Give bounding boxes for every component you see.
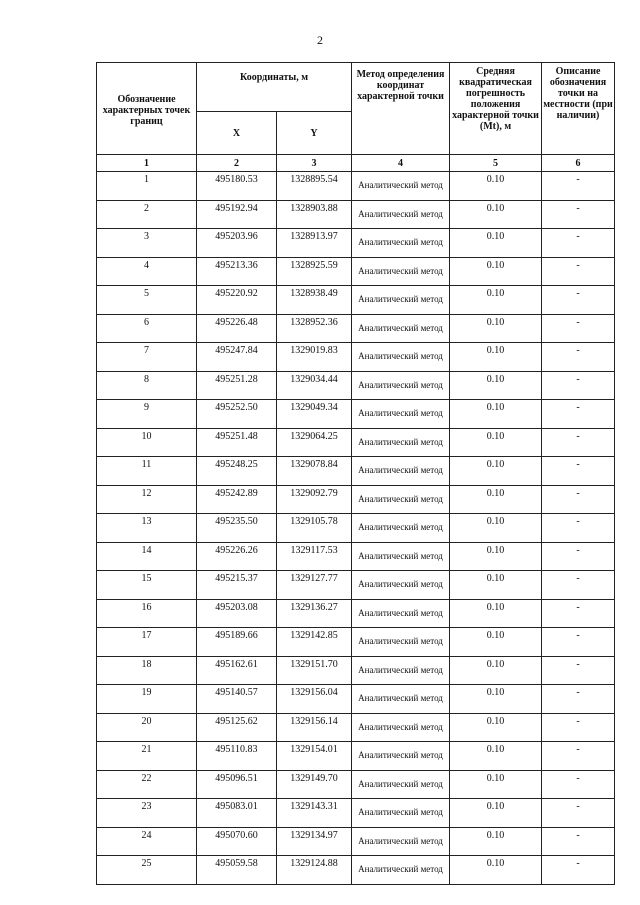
cell-method: Аналитический метод [352,457,450,486]
header-coordinates: Координаты, м [197,63,352,112]
cell-description: - [542,770,615,799]
cell-point-number: 1 [97,172,197,201]
cell-method: Аналитический метод [352,257,450,286]
cell-method: Аналитический метод [352,656,450,685]
cell-y: 1329064.25 [277,428,352,457]
table-row [97,770,615,799]
cell-point-number: 22 [97,770,197,799]
column-number-row [97,155,615,172]
cell-description: - [542,514,615,543]
cell-description: - [542,200,615,229]
table-body [97,155,615,885]
cell-description: - [542,685,615,714]
cell-x: 495252.50 [197,400,277,429]
cell-y: 1328952.36 [277,314,352,343]
cell-description: - [542,343,615,372]
cell-x: 495248.25 [197,457,277,486]
cell-y: 1329034.44 [277,371,352,400]
cell-x: 495242.89 [197,485,277,514]
cell-description: - [542,314,615,343]
column-number: 1 [97,155,197,172]
cell-accuracy: 0.10 [450,856,542,885]
table-row [97,799,615,828]
cell-description: - [542,571,615,600]
cell-description: - [542,799,615,828]
cell-y: 1329019.83 [277,343,352,372]
cell-description: - [542,400,615,429]
header-method: Метод определения координат характерной точки [352,63,450,155]
cell-description: - [542,713,615,742]
cell-description: - [542,656,615,685]
column-number: 2 [197,155,277,172]
cell-accuracy: 0.10 [450,656,542,685]
cell-method: Аналитический метод [352,485,450,514]
cell-x: 495215.37 [197,571,277,600]
cell-method: Аналитический метод [352,514,450,543]
cell-point-number: 17 [97,628,197,657]
table-row [97,200,615,229]
cell-accuracy: 0.10 [450,713,542,742]
cell-point-number: 21 [97,742,197,771]
cell-description: - [542,257,615,286]
cell-point-number: 24 [97,827,197,856]
table-row [97,685,615,714]
table-row [97,628,615,657]
table-row [97,485,615,514]
cell-accuracy: 0.10 [450,371,542,400]
cell-accuracy: 0.10 [450,229,542,258]
table-row [97,400,615,429]
cell-method: Аналитический метод [352,400,450,429]
cell-y: 1329117.53 [277,542,352,571]
cell-point-number: 25 [97,856,197,885]
cell-accuracy: 0.10 [450,628,542,657]
cell-y: 1329136.27 [277,599,352,628]
cell-x: 495140.57 [197,685,277,714]
cell-description: - [542,599,615,628]
cell-method: Аналитический метод [352,799,450,828]
cell-accuracy: 0.10 [450,571,542,600]
table-row [97,656,615,685]
cell-accuracy: 0.10 [450,514,542,543]
table-row [97,599,615,628]
header-accuracy: Средняя квадратическая погрешность положения характерной точки (Mt), м [450,63,542,155]
cell-method: Аналитический метод [352,286,450,315]
cell-description: - [542,542,615,571]
cell-y: 1329127.77 [277,571,352,600]
cell-accuracy: 0.10 [450,799,542,828]
header-designation: Обозначение характерных точек границ [97,63,197,155]
cell-description: - [542,229,615,258]
header-description: Описание обозначения точки на местности (при наличии) [542,63,615,155]
cell-y: 1329149.70 [277,770,352,799]
cell-x: 495162.61 [197,656,277,685]
header-row-1 [97,63,615,112]
coordinates-table [96,62,615,885]
table-row [97,286,615,315]
cell-accuracy: 0.10 [450,286,542,315]
table-row [97,542,615,571]
cell-method: Аналитический метод [352,229,450,258]
column-number: 4 [352,155,450,172]
cell-x: 495213.36 [197,257,277,286]
cell-point-number: 19 [97,685,197,714]
cell-x: 495235.50 [197,514,277,543]
cell-point-number: 7 [97,343,197,372]
cell-y: 1329142.85 [277,628,352,657]
cell-method: Аналитический метод [352,685,450,714]
cell-x: 495096.51 [197,770,277,799]
cell-x: 495220.92 [197,286,277,315]
cell-accuracy: 0.10 [450,314,542,343]
cell-y: 1329124.88 [277,856,352,885]
cell-description: - [542,628,615,657]
cell-method: Аналитический метод [352,371,450,400]
cell-description: - [542,827,615,856]
cell-accuracy: 0.10 [450,457,542,486]
cell-accuracy: 0.10 [450,400,542,429]
cell-accuracy: 0.10 [450,172,542,201]
table-row [97,571,615,600]
cell-x: 495110.83 [197,742,277,771]
cell-x: 495251.28 [197,371,277,400]
cell-description: - [542,286,615,315]
cell-accuracy: 0.10 [450,770,542,799]
cell-y: 1329143.31 [277,799,352,828]
cell-y: 1329134.97 [277,827,352,856]
cell-x: 495059.58 [197,856,277,885]
cell-method: Аналитический метод [352,571,450,600]
cell-x: 495203.08 [197,599,277,628]
cell-description: - [542,428,615,457]
cell-x: 495226.26 [197,542,277,571]
cell-accuracy: 0.10 [450,542,542,571]
table-row [97,371,615,400]
table-row [97,343,615,372]
table-row [97,229,615,258]
cell-accuracy: 0.10 [450,200,542,229]
cell-description: - [542,485,615,514]
cell-x: 495125.62 [197,713,277,742]
cell-point-number: 5 [97,286,197,315]
cell-point-number: 13 [97,514,197,543]
cell-point-number: 16 [97,599,197,628]
cell-accuracy: 0.10 [450,257,542,286]
cell-description: - [542,371,615,400]
cell-method: Аналитический метод [352,200,450,229]
cell-point-number: 2 [97,200,197,229]
page-number: 2 [317,33,323,47]
cell-y: 1328895.54 [277,172,352,201]
table-row [97,457,615,486]
cell-y: 1329154.01 [277,742,352,771]
cell-x: 495203.96 [197,229,277,258]
cell-description: - [542,856,615,885]
table-row [97,713,615,742]
cell-point-number: 4 [97,257,197,286]
table-row [97,514,615,543]
cell-method: Аналитический метод [352,856,450,885]
cell-method: Аналитический метод [352,428,450,457]
cell-y: 1329151.70 [277,656,352,685]
table-row [97,257,615,286]
cell-method: Аналитический метод [352,827,450,856]
cell-accuracy: 0.10 [450,742,542,771]
cell-method: Аналитический метод [352,628,450,657]
table-row [97,172,615,201]
cell-description: - [542,742,615,771]
table-row [97,428,615,457]
cell-y: 1329092.79 [277,485,352,514]
cell-method: Аналитический метод [352,343,450,372]
cell-x: 495226.48 [197,314,277,343]
table-row [97,314,615,343]
cell-accuracy: 0.10 [450,827,542,856]
column-number: 5 [450,155,542,172]
cell-method: Аналитический метод [352,172,450,201]
cell-point-number: 11 [97,457,197,486]
cell-method: Аналитический метод [352,742,450,771]
cell-y: 1328925.59 [277,257,352,286]
cell-x: 495251.48 [197,428,277,457]
header-x: X [197,112,277,155]
column-number: 6 [542,155,615,172]
cell-point-number: 14 [97,542,197,571]
cell-accuracy: 0.10 [450,599,542,628]
cell-description: - [542,457,615,486]
cell-method: Аналитический метод [352,713,450,742]
cell-accuracy: 0.10 [450,485,542,514]
table-row [97,856,615,885]
cell-x: 495180.53 [197,172,277,201]
cell-point-number: 6 [97,314,197,343]
cell-x: 495247.84 [197,343,277,372]
cell-accuracy: 0.10 [450,343,542,372]
cell-description: - [542,172,615,201]
cell-point-number: 9 [97,400,197,429]
cell-y: 1329105.78 [277,514,352,543]
header-y: Y [277,112,352,155]
cell-point-number: 12 [97,485,197,514]
cell-point-number: 23 [97,799,197,828]
cell-y: 1328938.49 [277,286,352,315]
cell-x: 495189.66 [197,628,277,657]
cell-method: Аналитический метод [352,542,450,571]
cell-x: 495083.01 [197,799,277,828]
cell-accuracy: 0.10 [450,685,542,714]
cell-point-number: 18 [97,656,197,685]
column-number: 3 [277,155,352,172]
cell-accuracy: 0.10 [450,428,542,457]
cell-y: 1329156.14 [277,713,352,742]
cell-y: 1328903.88 [277,200,352,229]
cell-y: 1329049.34 [277,400,352,429]
cell-point-number: 15 [97,571,197,600]
cell-method: Аналитический метод [352,314,450,343]
cell-point-number: 3 [97,229,197,258]
table-row [97,742,615,771]
table-row [97,827,615,856]
cell-y: 1329078.84 [277,457,352,486]
cell-point-number: 10 [97,428,197,457]
cell-y: 1329156.04 [277,685,352,714]
cell-x: 495070.60 [197,827,277,856]
cell-y: 1328913.97 [277,229,352,258]
cell-x: 495192.94 [197,200,277,229]
cell-method: Аналитический метод [352,770,450,799]
cell-point-number: 8 [97,371,197,400]
cell-point-number: 20 [97,713,197,742]
cell-method: Аналитический метод [352,599,450,628]
